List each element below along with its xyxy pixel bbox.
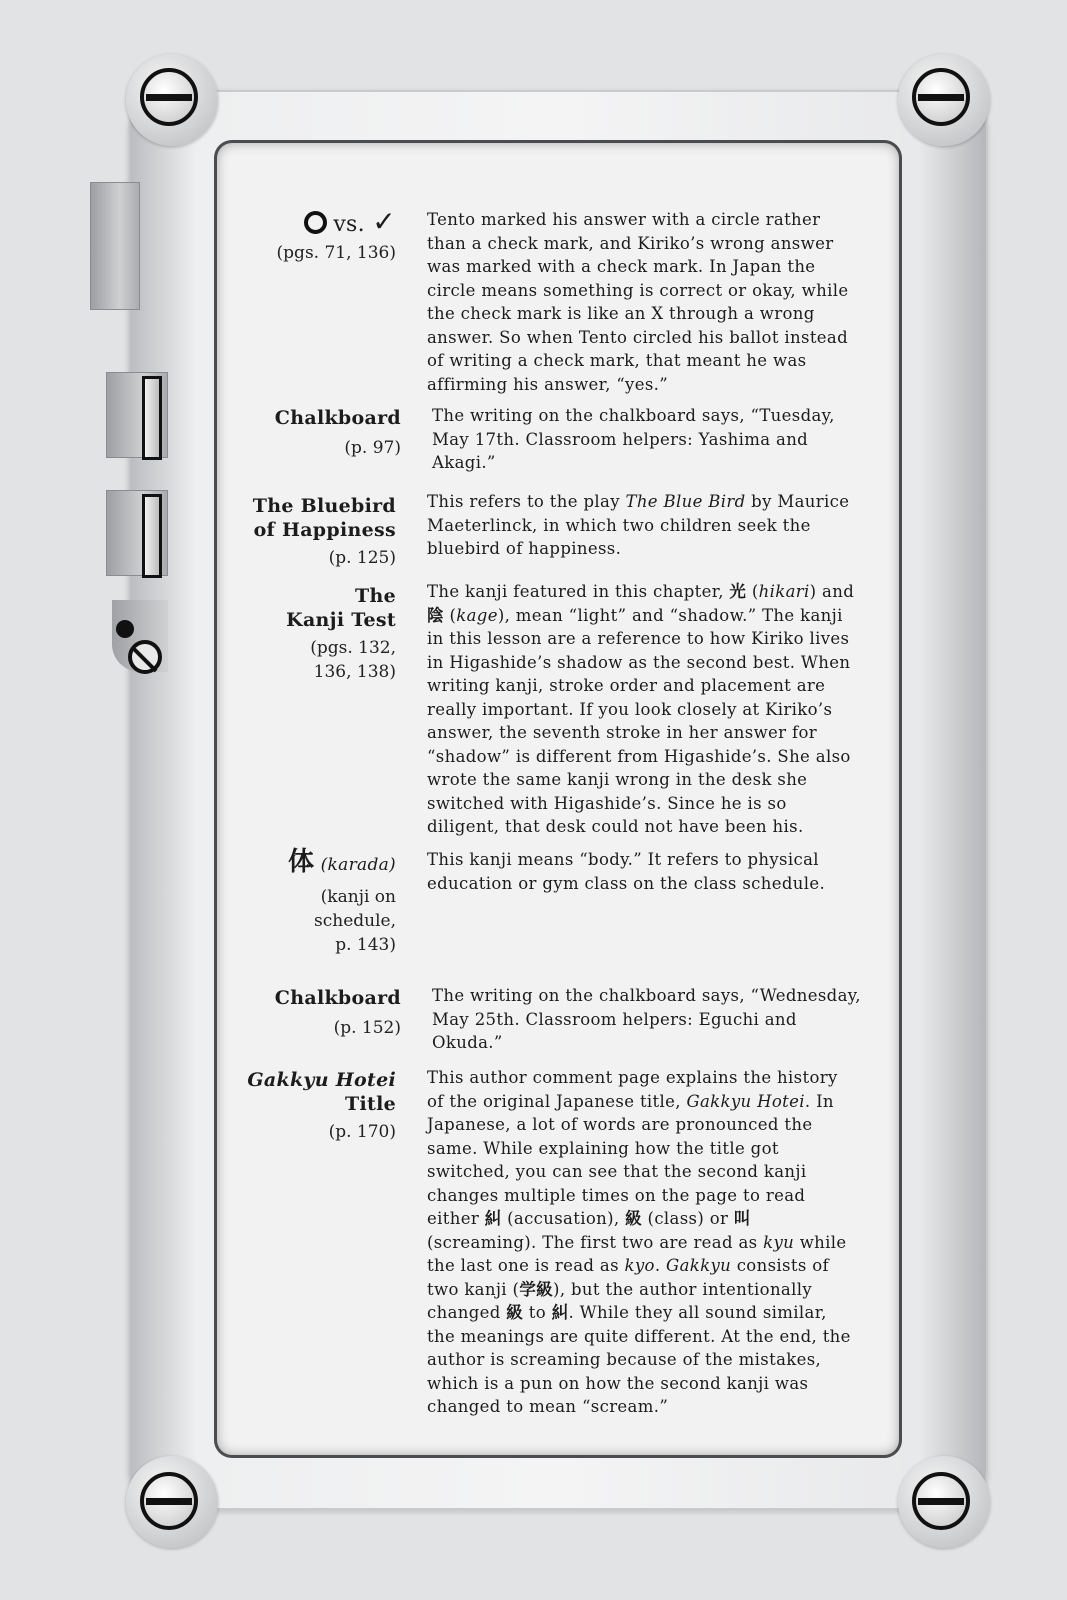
page-ref: (p. 125) xyxy=(328,548,396,568)
page-ref: (p. 97) xyxy=(344,438,401,458)
check-icon: ✓ xyxy=(372,205,396,238)
screw-icon xyxy=(912,1472,970,1530)
page-ref: p. 143) xyxy=(335,935,396,955)
entry-label xyxy=(275,406,401,460)
entry-text: The writing on the chalkboard says, “Tuesday, May 17th. Classroom helpers: Yashima and Akagi.” xyxy=(432,406,835,472)
entry-label xyxy=(287,847,396,957)
entry-title: Chalkboard xyxy=(274,407,401,429)
page-ref: schedule, xyxy=(314,911,396,931)
entry-text: This kanji means “body.” It refers to physical education or gym class on the class schedule. xyxy=(427,850,826,893)
entry-text: The writing on the chalkboard says, “Wednesday, May 25th. Classroom helpers: Eguchi and Okuda.” xyxy=(432,986,861,1052)
slot-icon xyxy=(142,376,162,460)
entry-title: The xyxy=(355,585,396,607)
page-ref: (kanji on xyxy=(320,887,396,907)
side-latch-top xyxy=(90,182,140,310)
page-ref: (pgs. 132, xyxy=(310,638,396,658)
entry-text: This refers to the play The Blue Bird by Maurice Maeterlinck, in which two children seek the bluebird of happiness. xyxy=(427,492,850,558)
page-ref: (p. 152) xyxy=(333,1018,401,1038)
screw-icon xyxy=(140,68,198,126)
entry-title: Title xyxy=(345,1093,396,1115)
prohibit-icon xyxy=(128,640,162,674)
vs-text: vs. xyxy=(333,212,365,237)
page-ref: (p. 170) xyxy=(328,1122,396,1142)
entry-text: The kanji featured in this chapter, 光 (hikari) and 陰 (kage), mean “light” and “shadow.” The kanji in this lesson are a reference to how Kiriko lives in Higashide’s shadow as the second best. When writing kanji, stroke order and placement are really important. If you look closely at Kiriko’s answer, the seventh stroke in her answer for “shadow” is different from Higashide’s. She also wrote the same kanji wrong in the desk she switched with Higashide’s. Since he is so diligent, that desk could not have been his. xyxy=(427,582,855,836)
page-ref: (pgs. 71, 136) xyxy=(276,243,396,263)
entry-title: Kanji Test xyxy=(286,609,396,631)
entry-title: The Bluebird xyxy=(252,495,396,517)
entry-title: Chalkboard xyxy=(274,987,401,1009)
slot-icon xyxy=(142,494,162,578)
screw-icon xyxy=(140,1472,198,1530)
page-ref: 136, 138) xyxy=(313,662,396,682)
entry-text: Tento marked his answer with a circle rather than a check mark, and Kiriko’s wrong answer was marked with a check mark. In Japan the circle means something is correct or okay, while the check mark is like an X through a wrong answer. So when Tento circled his ballot instead of writing a check mark, that meant he was affirming his answer, “yes.” xyxy=(427,210,849,394)
entry-label xyxy=(276,205,396,265)
entry-label xyxy=(286,584,396,684)
entry-title: of Happiness xyxy=(253,519,396,541)
entry-title: Gakkyu Hotei xyxy=(247,1069,396,1091)
kanji-reading: (karada) xyxy=(320,855,396,875)
screw-icon xyxy=(912,68,970,126)
entry-label xyxy=(253,494,396,570)
entry-label xyxy=(247,1068,396,1144)
entry-text: This author comment page explains the history of the original Japanese title, Gakkyu Hotei. In Japanese, a lot of words are pronounced the same. While explaining how the title got switched, you can see that the second kanji changes multiple times on the page to read either 糾 (accusation), 級 (class) or 叫 (screaming). The first two are read as kyu while the last one is read as kyo. Gakkyu consists of two kanji (学級), but the author intentionally changed 級 to 糾. While they all sound similar, the meanings are quite different. At the end, the author is screaming because of the mistakes, which is a pun on how the second kanji was changed to mean “scream.” xyxy=(427,1068,851,1416)
kanji-glyph: 体 xyxy=(287,847,315,877)
entry-label xyxy=(275,986,401,1040)
circle-icon xyxy=(304,211,327,234)
dot-icon xyxy=(116,620,134,638)
